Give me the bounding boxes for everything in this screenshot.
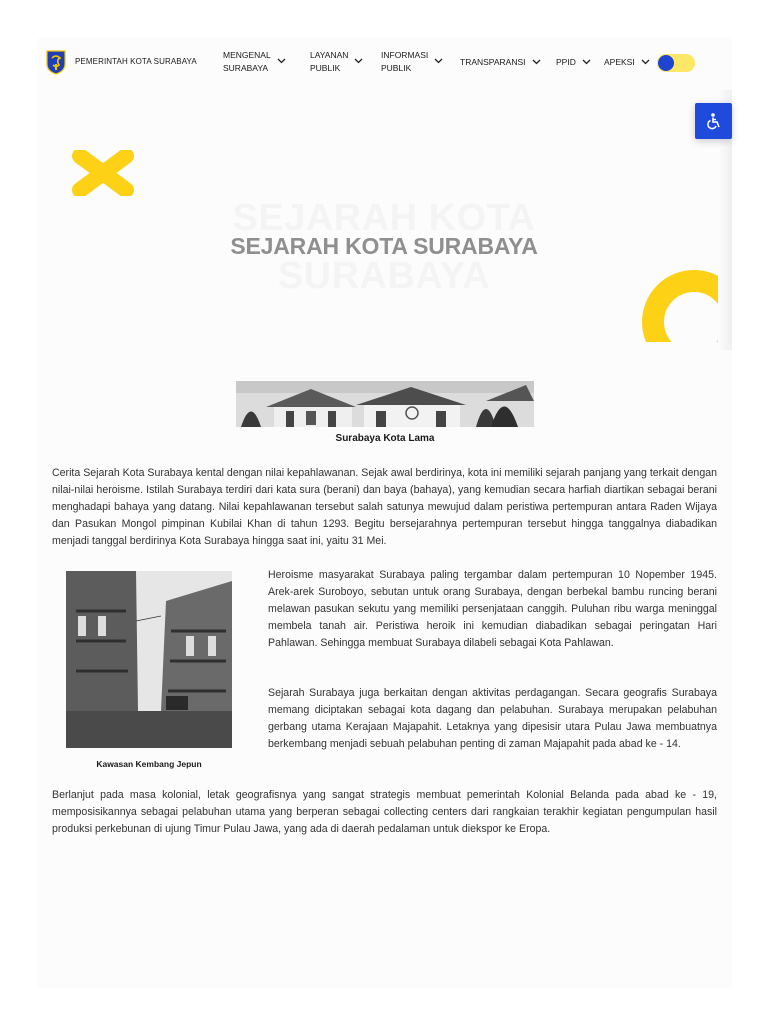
nav-transparansi[interactable]: [460, 56, 541, 69]
accessibility-button[interactable]: [695, 103, 732, 139]
brand-name[interactable]: PEMERINTAH KOTA SURABAYA: [75, 57, 197, 66]
nav-ppid[interactable]: [556, 56, 591, 69]
paragraph-colonial: Berlanjut pada masa kolonial, letak geografisnya yang sangat strategis membuat pemerintah Kolonial Belanda pada abad ke - 19, memposisikannya sebagai pelabuhan utama yang berperan sebagai collecting centers dari rangkaian terakhir kegiatan pengumpulan hasil produksi perkebunan di ujung Timur Pulau Jawa, yang ada di daerah pedalaman untuk diekspor ke Eropa.: [52, 789, 717, 835]
chevron-down-icon: [354, 57, 363, 67]
chevron-down-icon: [532, 58, 541, 68]
chevron-down-icon: [434, 57, 443, 67]
chevron-down-icon: [582, 58, 591, 68]
photo-caption: Kawasan Kembang Jepun: [96, 759, 202, 769]
nav-label: INFORMASI PUBLIK: [381, 50, 429, 73]
chevron-down-icon: [641, 58, 650, 68]
toggle-knob: [658, 55, 674, 71]
hero-background-text-line1: SEJARAH KOTA: [232, 197, 536, 239]
page-title: SEJARAH KOTA SURABAYA: [230, 233, 538, 259]
nav-informasi-publik[interactable]: [381, 49, 443, 75]
banner-image: [236, 381, 534, 427]
decorative-x-shape: [70, 150, 136, 196]
nav-label: TRANSPARANSI: [460, 57, 526, 67]
nav-apeksi[interactable]: [604, 56, 650, 69]
nav-label: APEKSI: [604, 57, 635, 67]
theme-toggle[interactable]: [657, 54, 695, 72]
hero-background-text-line2: SURABAYA: [277, 255, 491, 297]
paragraph-trade: Sejarah Surabaya juga berkaitan dengan aktivitas perdagangan. Secara geografis Surabaya memang diciptakan sebagai kota dagang dan pelabuhan. Surabaya merupakan pelabuhan gerbang utama Kerajaan Majapahit. Letaknya yang dipesisir utara Pulau Jawa membuatnya berkembang menjadi sebuah pelabuhan penting di zaman Majapahit pada abad ke - 14.: [268, 687, 717, 750]
nav-label: PPID: [556, 57, 576, 67]
banner-caption: Surabaya Kota Lama: [335, 433, 435, 444]
wheelchair-icon: [705, 112, 723, 130]
paragraph-heroism: Heroisme masyarakat Surabaya paling tergambar dalam pertempuran 10 Nopember 1945. Arek-arek Suroboyo, sebutan untuk orang Surabaya, dengan berbekal bambu runcing berani melawan pasukan sekutu yang memiliki persenjataan canggih. Puluhan ribu warga meninggal membela tanah air. Peristiwa heroik ini kemudian diabadikan sebagai peringatan Hari Pahlawan. Sehingga membuat Surabaya dilabeli sebagai Kota Pahlawan.: [268, 569, 717, 649]
surabaya-logo[interactable]: [46, 50, 66, 75]
paragraph-history-intro: Cerita Sejarah Kota Surabaya kental dengan nilai kepahlawanan. Sejak awal berdirinya, kota ini memiliki sejarah panjang yang terkait dengan nilai-nilai heroisme. Istilah Surabaya terdiri dari kata sura (berani) dan baya (bahaya), yang kemudian secara harfiah diartikan sebagai berani menghadapi bahaya yang datang. Nilai kepahlawanan tersebut salah satunya mewujud dalam peristiwa pertempuran antara Raden Wijaya dan Pasukan Mongol pimpinan Kubilai Khan di tahun 1293. Begitu bersejarahnya pertempuran tersebut hingga tanggalnya diabadikan menjadi tanggal berdirinya Kota Surabaya hingga saat ini, yaitu 31 Mei.: [52, 467, 717, 547]
nav-layanan-publik[interactable]: [310, 49, 363, 75]
kembang-jepun-photo: [66, 571, 232, 748]
nav-label: MENGENAL SURABAYA: [223, 50, 271, 73]
nav-mengenal-surabaya[interactable]: [223, 49, 286, 75]
chevron-down-icon: [277, 57, 286, 67]
nav-label: LAYANAN PUBLIK: [310, 50, 349, 73]
